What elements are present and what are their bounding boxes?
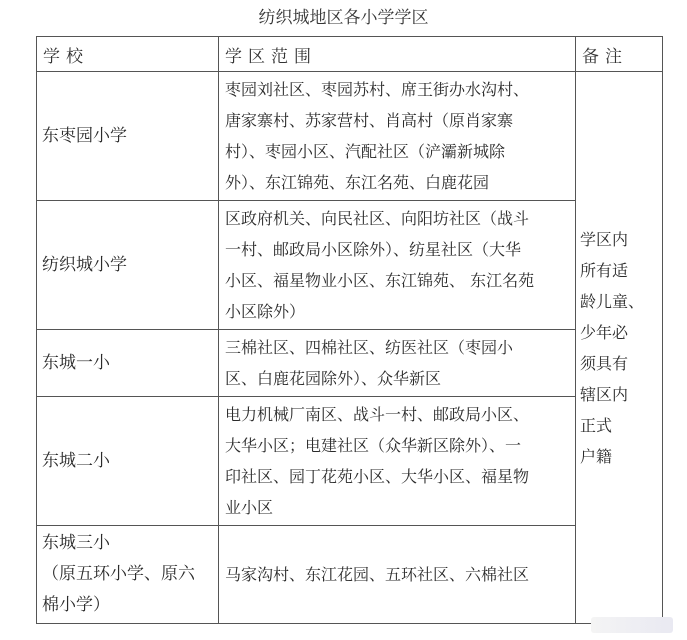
header-school: 学校 <box>37 37 219 72</box>
scope-cell <box>219 526 576 624</box>
remark-line: 少年必 <box>580 322 629 342</box>
scope-line: 小区、福星物业小区、东江锦苑、 东江名苑 <box>225 271 535 290</box>
scope-line: 外）、东江锦苑、东江名苑、白鹿花园 <box>225 173 490 192</box>
header-row <box>37 37 663 72</box>
school-name: 东枣园小学 <box>42 125 127 146</box>
scope-line: 一村、邮政局小区除外）、纺星社区（大华 <box>225 240 522 259</box>
scope-cell <box>219 72 576 201</box>
school-cell <box>37 330 219 397</box>
table-row <box>37 330 663 397</box>
scope-line: 三棉社区、四棉社区、纺医社区（枣园小 <box>225 338 514 357</box>
remark-line: 正式 <box>580 415 613 435</box>
scope-line: 枣园刘社区、枣园苏村、席王街办水沟村、 <box>225 80 530 99</box>
school-name: 纺织城小学 <box>42 254 127 275</box>
table-row <box>37 526 663 624</box>
remark-line: 辖区内 <box>580 384 629 404</box>
remark-line: 户籍 <box>580 446 613 466</box>
table-row <box>37 72 663 201</box>
scope-cell <box>219 330 576 397</box>
table-row <box>37 201 663 330</box>
page-title: 纺织城地区各小学学区 <box>258 8 429 28</box>
remark-cell <box>576 72 663 624</box>
header-scope: 学区范围 <box>219 37 576 72</box>
scope-line: 区、白鹿花园除外）、众华新区 <box>225 369 442 388</box>
remark-line: 所有适 <box>580 260 629 280</box>
remark-line: 学区内 <box>580 229 629 249</box>
scope-line: 电力机械厂南区、战斗一村、邮政局小区、 <box>225 405 530 424</box>
scope-cell <box>219 201 576 330</box>
watermark-strip <box>591 617 673 633</box>
scope-line: 业小区 <box>225 498 274 517</box>
school-name: 东城二小 <box>42 450 110 471</box>
scope-line: 区政府机关、向民社区、向阳坊社区（战斗 <box>225 209 530 228</box>
scope-line: 小区除外） <box>225 302 306 321</box>
table-row <box>37 397 663 526</box>
school-cell <box>37 72 219 201</box>
school-name-note: （原五环小学、原六 <box>42 564 195 584</box>
school-cell <box>37 526 219 624</box>
scope-cell <box>219 397 576 526</box>
scope-line: 马家沟村、东江花园、五环社区、六棉社区 <box>225 565 530 584</box>
school-cell <box>37 201 219 330</box>
header-remark: 备注 <box>576 37 663 72</box>
remark-line: 须具有 <box>580 353 629 373</box>
school-name-note: 棉小学） <box>42 595 110 615</box>
school-district-table <box>36 36 663 624</box>
school-name: 东城一小 <box>42 352 110 373</box>
scope-line: 村）、枣园小区、汽配社区（浐灞新城除 <box>225 142 506 161</box>
scope-line: 大华小区；电建社区（众华新区除外）、一 <box>225 436 522 455</box>
remark-line: 龄儿童、 <box>580 291 645 311</box>
scope-line: 印社区、园丁花苑小区、大华小区、福星物 <box>225 467 530 486</box>
scope-line: 唐家寨村、苏家营村、肖高村（原肖家寨 <box>225 111 514 130</box>
school-name: 东城三小 <box>42 533 110 553</box>
school-cell <box>37 397 219 526</box>
